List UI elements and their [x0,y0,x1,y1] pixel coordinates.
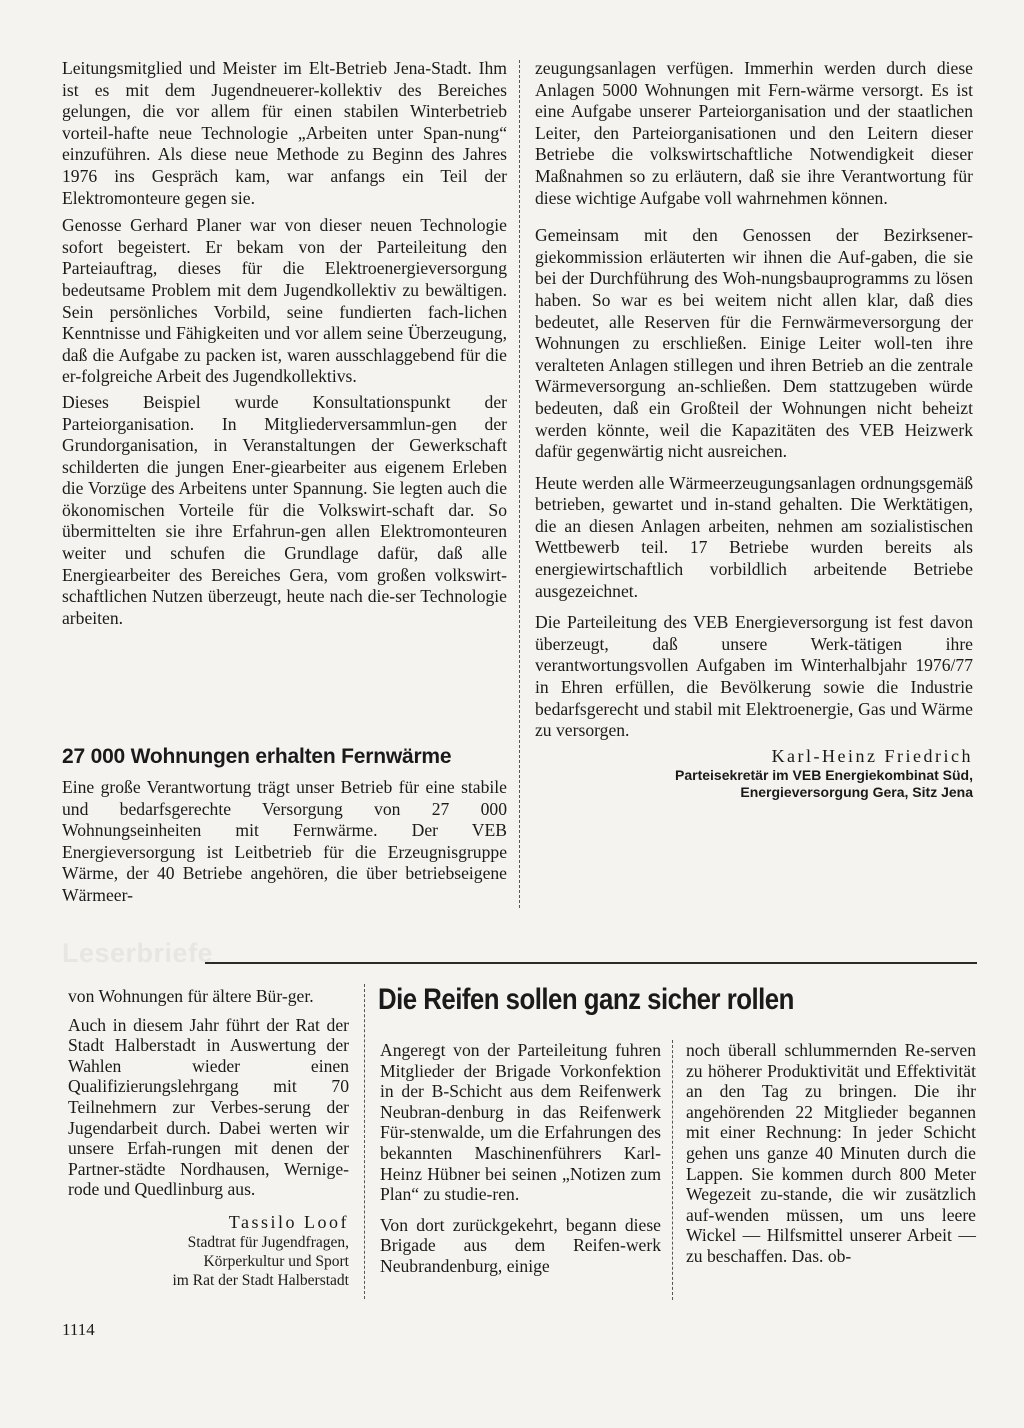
section-label: Leserbriefe [62,938,214,968]
column-divider [672,1040,673,1300]
section-divider [205,962,977,964]
paragraph: Eine große Verantwortung trägt unser Betrieb für eine stabile und bedarfsgerechte Versorgung von 27 000 Wohnungseinheiten mit Fernwärme. Der VEB Energieversorgung ist Leitbetrieb für die Erzeugnisgruppe Wärme, der 40 Betriebe angehören, die über betriebseigene Wärmeer- [62,777,507,905]
article-column [686,1040,976,1271]
author-role: im Rat der Stadt Halberstadt [172,1271,349,1289]
author-name: Tassilo Loof [228,1211,349,1232]
paragraph: Genosse Gerhard Planer war von dieser neuen Technologie sofort begeistert. Er bekam von der Parteileitung den Parteiauftrag, dieses für die Elektroenergieversorgung bedeutsame Problem mit dem Jugendkollektiv zu bewältigen. Sein persönliches Vorbild, seine fundierten fach-lichen Kenntnisse und Fähigkeiten und vor allem seine Überzeugung, daß die Aufgabe zu packen ist, waren ausschlaggebend für die er-folgreiche Arbeit des Jugendkollektivs. [62,215,507,387]
paragraph: Von dort zurückgekehrt, begann diese Brigade aus dem Reifen-werk Neubrandenburg, einige [380,1214,661,1276]
paragraph: Gemeinsam mit den Genossen der Bezirksener-giekommission erläuterten wir ihnen die Auf-gaben, die sie bei der Durchführung des Woh-nungsbauprogramms zu lösen haben. So war es bei weitem nicht allen klar, daß dies bedeutet, alle Reserven für die Fernwärmeversorgung der Wohnungen zu erschließen. Einige Leiter woll-ten ihre veralteten Anlagen stillegen und ihren Betrieb an die zentrale Wärmeversorgung an-schließen. Dem stattzugeben würde bedeuten, daß ein Großteil der Wohnungen nicht beheizt werden könnte, weil die Kapazitäten des VEB Heizwerk dafür gegenwärtig nicht ausreichen. [535,225,973,462]
paragraph: Dieses Beispiel wurde Konsultationspunkt der Parteiorganisation. In Mitgliederversammlun-gen der Grundorganisation, in Veranstaltungen der Gewerkschaft schilderten die jungen Ener-giearbeiter aus eigenem Erleben die Vorzüge des Arbeitens unter Spannung. Sie legten auch die ökonomischen Vorteile für die Volkswirt-schaft dar. So übermittelten sie ihre Erfahrun-gen allen Elektromonteuren weiter und schufen die Grundlage dafür, daß alle Energiearbeiter des Bereiches Gera, vom großen volkswirt-schaftlichen Nutzen überzeugt, heute nach die-ser Technologie arbeiten. [62,391,507,628]
section-heading: 27 000 Wohnungen erhalten Fernwärme [62,745,452,768]
right-column [535,58,973,801]
author-role: Parteisekretär im VEB Energiekombinat Süd, [675,767,973,784]
left-column [62,58,507,633]
paragraph: Die Parteileitung des VEB Energieversorgung ist fest davon überzeugt, daß unsere Werk-tätigen ihre verantwortungsvollen Aufgaben im Winterhalbjahr 1976/77 in Ehren erfüllen, die Bevölkerung sowie die Industrie bedarfsgerecht und stabil mit Elektroenergie, Gas und Wärme zu versorgen. [535,612,973,741]
letter-column [68,986,349,1290]
author-role: Stadtrat für Jugendfragen, [187,1233,349,1251]
paragraph: zeugungsanlagen verfügen. Immerhin werden durch diese Anlagen 5000 Wohnungen mit Fern-wärme versorgt. Es ist eine Aufgabe unserer Parteiorganisation und der staatlichen Leiter, den Parteiorganisationen und den Leitern dieser Betriebe die volkswirtschaftliche Notwendigkeit dieser Maßnahmen so zu erläutern, daß sie ihre Verantwortung für diese wichtige Aufgabe voll wahrnehmen können. [535,58,973,208]
author-role: Energieversorgung Gera, Sitz Jena [740,784,973,801]
paragraph: noch überall schlummernden Re-serven zu höherer Produktivität und Effektivität an den Tag zu bringen. Die ihr angehörenden 22 Mitglieder begannen mit einer Rechnung: In jeder Schicht gehen uns ganze 40 Minuten durch die Lappen. Sie kommen durch 800 Meter Wegezeit zu-stande, die wir zusätzlich auf-wenden müssen, um uns leere Wickel — Hilfsmittel unserer Arbeit — zu beschaffen. Das. ob- [686,1040,976,1266]
column-divider [519,60,520,908]
paragraph: Angeregt von der Parteileitung fuhren Mitglieder der Brigade Vorkonfektion in der B-Schicht aus dem Reifenwerk Neubran-denburg in das Reifenwerk Für-stenwalde, um die Erfahrungen des bekannten Maschinenführers Karl-Heinz Hübner bei seinen „Notizen zum Plan“ zu studie-ren. [380,1040,661,1205]
paragraph: Auch in diesem Jahr führt der Rat der Stadt Halberstadt in Auswertung der Wahlen wieder einen Qualifizierungslehrgang mit 70 Teilnehmern zur Verbes-serung der Jugendarbeit durch. Dabei werten wir unsere Erfah-rungen mit denen der Partner-städte Nordhausen, Wernige-rode und Quedlinburg aus. [68,1014,349,1200]
left-column-section [62,777,507,911]
paragraph: von Wohnungen für ältere Bür-ger. [68,986,314,1006]
author-role: Körperkultur und Sport [203,1252,349,1270]
paragraph: Heute werden alle Wärmeerzeugungsanlagen ordnungsgemäß betrieben, gewartet und in-stand gehalten. Die Werktätigen, die an diesen Anlagen arbeiten, nehmen am sozialistischen Wettbewerb teil. 17 Betriebe wurden bereits als energiewirtschaftlich vorbildlich arbeitende Betriebe ausgezeichnet. [535,472,973,601]
column-divider [364,984,365,1299]
paragraph: Leitungsmitglied und Meister im Elt-Betrieb Jena-Stadt. Ihm ist es mit dem Jugendneuerer-kollektiv des Bereiches gelungen, die vor allem für einen stabilen Winterbetrieb vorteil-hafte neue Technologie „Arbeiten unter Span-nung“ einzuführen. Als diese neue Methode zu Beginn des Jahres 1976 ins Gespräch kam, war anfangs ein Teil der Elektromonteure gegen sie. [62,58,507,208]
author-name: Karl-Heinz Friedrich [771,745,973,766]
page-number: 1114 [62,1320,95,1339]
article-column [380,1040,661,1281]
article-headline: Die Reifen sollen ganz sicher rollen [378,983,794,1016]
